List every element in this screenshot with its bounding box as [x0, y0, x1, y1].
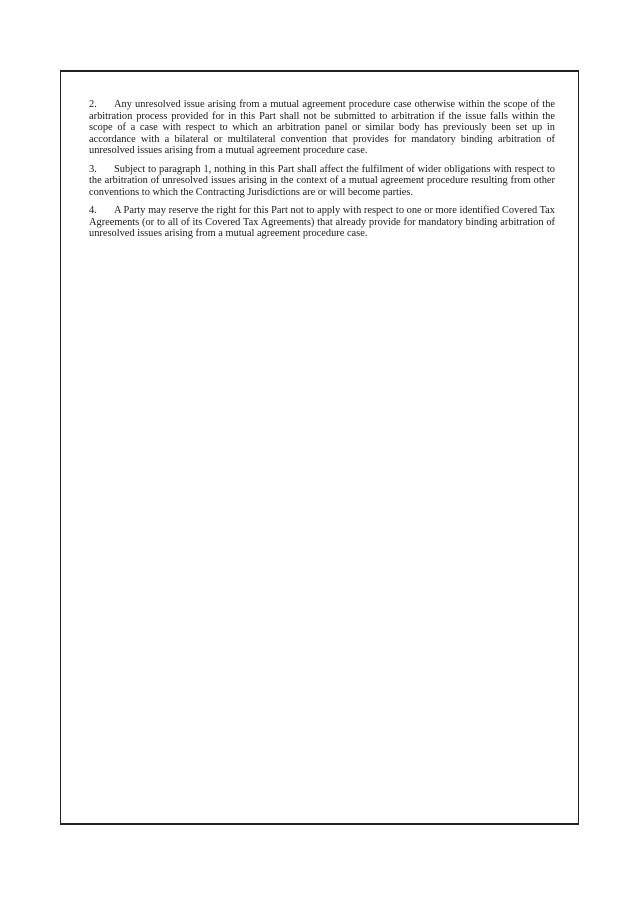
paragraph-number: 3. — [89, 163, 97, 175]
paragraph-text: Subject to paragraph 1, nothing in this Part shall affect the fulfilment of wider obligations with respect to the arbitration of unresolved issues arising in the context of a mutual agreement procedure resulting from other conventions to which the Contracting Jurisdictions are or will become parties. — [89, 163, 555, 198]
paragraph-3 — [89, 164, 555, 199]
paragraph-2 — [89, 99, 555, 157]
paragraph-4 — [89, 205, 555, 240]
page-frame — [60, 70, 579, 825]
paragraph-text: Any unresolved issue arising from a mutual agreement procedure case otherwise within the scope of the arbitration process provided for in this Part shall not be submitted to arbitration if the issue falls within the scope of a case with respect to which an arbitration panel or similar body has previously been set up in accordance with a bilateral or multilateral convention that provides for mandatory binding arbitration of unresolved issues arising from a mutual agreement procedure case. — [89, 99, 555, 156]
paragraph-number: 2. — [89, 99, 97, 110]
document-body — [89, 99, 555, 247]
paragraph-text: A Party may reserve the right for this Part not to apply with respect to one or more identified Covered Tax Agreements (or to all of its Covered Tax Agreements) that already provide for mandatory binding arbitration of unresolved issues arising from a mutual agreement procedure case. — [89, 205, 555, 239]
paragraph-number: 4. — [89, 205, 97, 216]
